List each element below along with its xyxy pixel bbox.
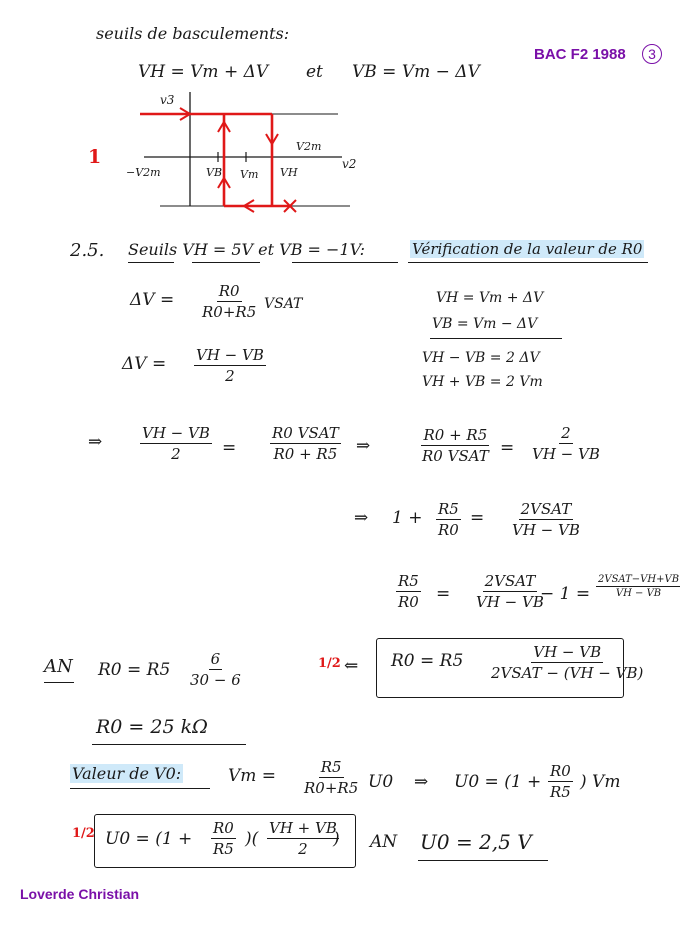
fraction-3 xyxy=(420,426,491,465)
fraction-7 xyxy=(396,572,421,611)
implies-arrow: ⇒ xyxy=(354,508,369,528)
underline xyxy=(92,744,246,745)
et-word: et xyxy=(306,62,323,82)
neg-v2m-label: −V2m xyxy=(126,166,161,179)
dv-num: R0 xyxy=(218,282,240,300)
score-mark: 1 xyxy=(88,146,102,168)
boxed-result-r0 xyxy=(376,638,644,698)
f6-den: VH − VB xyxy=(512,521,580,539)
an-label: AN xyxy=(44,656,73,677)
vm-num: R5 xyxy=(320,758,342,776)
exam-reference: BAC F2 1988 xyxy=(534,46,626,63)
f9-num: 2VSAT−VH+VB xyxy=(598,574,680,585)
boxed-u0-den-2: 2 xyxy=(298,840,308,858)
u0-lhs: U0 = (1 + xyxy=(454,772,542,792)
f4-num: 2 xyxy=(561,424,571,442)
underline xyxy=(408,262,648,263)
vm-lhs: Vm = xyxy=(228,766,277,786)
u0-result: U0 = 2,5 V xyxy=(420,830,532,854)
boxed-r0-lhs: R0 = R5 xyxy=(391,651,464,671)
underline xyxy=(292,262,398,263)
f2-den: R0 + R5 xyxy=(273,445,338,463)
an-label-2: AN xyxy=(370,832,398,852)
u0-num: R0 xyxy=(550,762,571,780)
underline xyxy=(70,788,210,789)
implies-arrow: ⇒ xyxy=(414,772,429,792)
f3-num: R0 + R5 xyxy=(423,426,488,444)
boxed-r0-den: 2VSAT − (VH − VB) xyxy=(491,664,644,682)
underline xyxy=(418,860,548,861)
boxed-result-u0 xyxy=(94,814,356,868)
vm-fraction xyxy=(302,758,360,797)
f5-num: R5 xyxy=(438,500,459,518)
dv2-den: 2 xyxy=(225,367,235,385)
underline xyxy=(430,338,562,339)
boxed-r0-fraction xyxy=(489,643,645,682)
boxed-u0-fraction-2 xyxy=(267,819,339,858)
underline xyxy=(44,682,74,683)
one-plus: 1 + xyxy=(392,508,423,528)
u0-den: R5 xyxy=(550,783,571,801)
fraction-1 xyxy=(140,424,212,463)
vb-label: VB xyxy=(206,166,223,179)
sum-eq-2: VH + VB = 2 Vm xyxy=(422,374,543,390)
dv2-num: VH − VB xyxy=(196,346,264,364)
vm-rhs: U0 xyxy=(368,772,394,792)
boxed-r0-num: VH − VB xyxy=(533,643,602,661)
underline xyxy=(128,262,174,263)
equals-sign: = xyxy=(222,438,237,458)
vh-label: VH xyxy=(280,166,298,179)
x-axis-label: v2 xyxy=(342,157,357,171)
section-condition: Seuils VH = 5V et VB = −1V: xyxy=(128,240,365,259)
f7-den: R0 xyxy=(398,593,419,611)
r0-num: 6 xyxy=(210,650,221,668)
f1-num: VH − VB xyxy=(142,424,210,442)
implies-arrow: ⇒ xyxy=(356,436,371,456)
dv-lhs: ΔV = xyxy=(130,290,175,310)
header-title: seuils de basculements: xyxy=(96,24,290,43)
u0-rhs: ) Vm xyxy=(580,772,621,792)
dv-den: R0+R5 xyxy=(202,303,257,321)
f8-den: VH − VB xyxy=(476,593,544,611)
implies-arrow: ⇒ xyxy=(88,432,103,452)
equals-sign: = xyxy=(500,438,515,458)
boxed-u0-den-1: R5 xyxy=(213,840,234,858)
f9-den: VH − VB xyxy=(615,588,662,599)
score-half: 1/2 xyxy=(72,826,95,841)
fraction-5 xyxy=(436,500,461,539)
minus-one: − 1 = xyxy=(540,584,591,604)
vh-definition: VH = Vm + ΔV xyxy=(138,62,269,82)
f1-den: 2 xyxy=(171,445,181,463)
dv-fraction xyxy=(200,282,258,321)
boxed-u0-num-2: VH + VB xyxy=(269,819,337,837)
fraction-8 xyxy=(474,572,546,611)
score-half: 1/2 xyxy=(318,656,341,671)
f2-num: R0 VSAT xyxy=(272,424,339,442)
underline xyxy=(192,262,260,263)
section-title: Vérification de la valeur de R0 xyxy=(412,240,643,258)
section-number: 2.5. xyxy=(70,240,105,261)
f4-den: VH − VB xyxy=(532,445,600,463)
author-signature: Loverde Christian xyxy=(20,886,140,902)
boxed-u0-num-1: R0 xyxy=(213,819,234,837)
boxed-u0-end: ) xyxy=(333,829,340,849)
r0-fraction xyxy=(188,650,243,689)
f5-den: R0 xyxy=(438,521,459,539)
u0-fraction xyxy=(548,762,573,801)
system-eq-2: VB = Vm − ΔV xyxy=(432,316,538,332)
f7-num: R5 xyxy=(398,572,419,590)
sum-eq-1: VH − VB = 2 ΔV xyxy=(422,350,540,366)
fraction-2 xyxy=(270,424,341,463)
hysteresis-diagram xyxy=(120,88,360,218)
fraction-9 xyxy=(596,574,680,599)
equals-sign: = xyxy=(436,584,451,604)
vm-den: R0+R5 xyxy=(304,779,359,797)
y-axis-label: v3 xyxy=(160,93,175,107)
v2m-label: V2m xyxy=(296,140,322,153)
f3-den: R0 VSAT xyxy=(422,447,489,465)
left-arrow: ⇐ xyxy=(344,656,359,676)
vm-label: Vm xyxy=(240,168,259,181)
system-eq-1: VH = Vm + ΔV xyxy=(436,290,544,306)
vb-definition: VB = Vm − ΔV xyxy=(352,62,480,82)
boxed-u0-lhs: U0 = (1 + xyxy=(105,829,193,849)
valeur-title: Valeur de V0: xyxy=(72,764,182,783)
fraction-6 xyxy=(510,500,582,539)
r0-den: 30 − 6 xyxy=(190,671,241,689)
dv2-lhs: ΔV = xyxy=(122,354,167,374)
boxed-u0-fraction-1 xyxy=(211,819,236,858)
dv-vsat: VSAT xyxy=(264,296,303,312)
f6-num: 2VSAT xyxy=(520,500,572,518)
r0-result: R0 = 25 kΩ xyxy=(96,716,208,738)
equals-sign: = xyxy=(470,508,485,528)
fraction-4 xyxy=(530,424,602,463)
boxed-u0-mid: )( xyxy=(245,829,259,849)
page-number: 3 xyxy=(642,44,662,64)
r0-expression: R0 = R5 xyxy=(98,660,171,680)
f8-num: 2VSAT xyxy=(484,572,536,590)
dv2-fraction xyxy=(194,346,266,385)
